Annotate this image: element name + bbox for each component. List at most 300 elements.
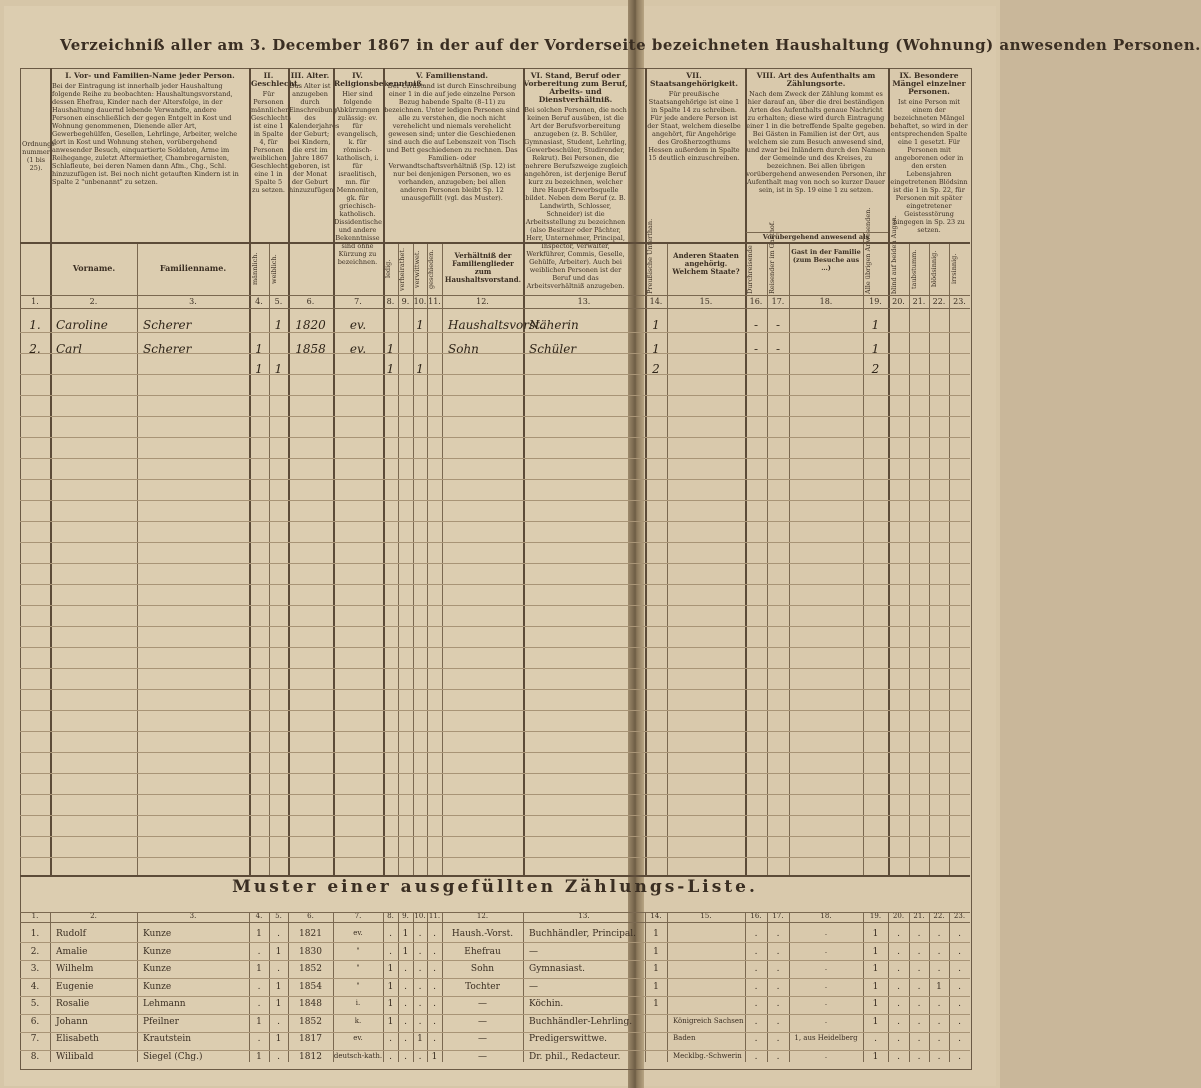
muster-column-number: 12. — [476, 912, 489, 920]
column-number: 8. — [386, 297, 395, 306]
muster-cell-c17: . — [776, 1034, 780, 1044]
header-section-8-text: Nach dem Zweck der Zählung kommt es hier darauf an, über die drei beständigen Arten des Aufenthalts genaue Nachricht zu erhalten; diese wird durch Eintragung einer 1 in die betreffende Spalte gegeben. Bei Gästen in Familien ist der Ort, aus welchem sie zum Besuch anwesend sind, und zwar bei Inländern durch den Namen der Gemeinde und des Kreises, zu bezeichnen. Bei allen übrigen vorübergehend anwesenden Personen, ihr Aufenthalt mag von noch so kurzer Dauer sein, ist in Sp. 19 eine 1 zu setzen. — [746, 90, 886, 194]
header-section-1 — [52, 72, 248, 240]
muster-cell-c20: . — [897, 999, 900, 1009]
muster-cell-c12: Tochter — [465, 981, 500, 992]
header-section-1-title: I. Vor- und Familien-Name jeder Person. — [65, 71, 235, 80]
muster-cell-c11: 1 — [431, 1051, 438, 1062]
muster-cell-c12: — — [478, 1051, 487, 1062]
total-c19: 2 — [871, 362, 880, 376]
muster-cell-c22: . — [937, 1016, 941, 1027]
entry-w: 1 — [274, 318, 283, 332]
row-rule — [20, 542, 970, 543]
muster-column-number: 7. — [354, 912, 362, 920]
muster-cell-c9: . — [404, 1051, 407, 1062]
column-rule — [383, 68, 385, 875]
header-section-9 — [890, 72, 968, 240]
subheader-verwittwet: verwittwet. — [413, 250, 421, 288]
subheader-preussische: Preußische Unterthan. — [646, 218, 654, 294]
muster-cell-c8: 1 — [387, 981, 394, 992]
row-rule — [20, 500, 970, 501]
header-section-7-text: Für preußische Staatsangehörige ist eine 1 in Spalte 14 zu schreiben. Für jede andere Person ist der Staat, welchem dieselbe angehört, für Angehörige des Großherzogthums Hessen außerdem in Spalte 15 deutlich einzuschreiben. — [647, 90, 741, 162]
column-number: 22. — [932, 297, 946, 306]
muster-cell-rel: ev. — [353, 929, 363, 937]
muster-cell-c20: . — [897, 1016, 900, 1027]
muster-cell-c13: Buchhändler-Lehrling. — [529, 1016, 633, 1027]
muster-cell-c17: . — [776, 1016, 780, 1027]
row-rule — [20, 458, 970, 459]
column-rule — [667, 242, 668, 875]
column-number: 20. — [892, 297, 905, 306]
row-rule — [20, 416, 970, 417]
muster-cell-c23: . — [958, 999, 961, 1009]
muster-cell-c20: . — [897, 929, 900, 939]
entry-rel: ev. — [349, 318, 367, 332]
muster-column-number: 20. — [892, 912, 905, 920]
muster-cell-c23: . — [958, 1034, 961, 1044]
muster-cell-c10: . — [418, 1016, 422, 1027]
subheader-verheirathet: verheirathet. — [398, 247, 406, 291]
column-number: 16. — [749, 297, 763, 306]
row-rule — [20, 332, 970, 333]
entry-ledig: 1 — [386, 342, 395, 356]
muster-cell-jahr: 1852 — [299, 1016, 322, 1027]
total-ledig: 1 — [386, 362, 395, 376]
entry-beruf: Näherin — [529, 318, 579, 332]
muster-cell-jahr: 1854 — [299, 981, 322, 992]
column-number: 23. — [953, 297, 966, 306]
entry-rel: ev. — [349, 342, 367, 356]
muster-cell-c22: . — [937, 1034, 941, 1044]
muster-cell-c20: . — [897, 1034, 900, 1044]
column-rule — [269, 242, 270, 875]
muster-cell-c9: 1 — [402, 946, 409, 957]
column-rule — [645, 68, 647, 875]
header-section-1-text: Bei der Eintragung ist innerhalb jeder Haushaltung folgende Reihe zu beobachten: Haushaltungsvorstand, dessen Ehefrau, Kinder nach der Altersfolge, in der Haushaltung dauernd lebende Verwandte, andere Personen einschließlich der gegen Entgelt in Kost und Wohnung genommenen, Dienende aller Art, Gewerbegehülfen, Gesellen, Lehrlinge, Arbeiter, welche dort in Kost und Wohnung stehen, vorübergehend anwesender Besuch, einquartierte Soldaten, Arme im Reihegange, zuletzt Aftermiether, Chambregarnisten, Schlafleute, bei deren Namen dann Afm., Chg., Schl. hinzuzufügen ist. Bei noch nicht getauften Kindern ist in Spalte 2 "unbenannt" zu setzen. — [52, 82, 239, 186]
muster-cell-vorname: Rosalie — [56, 999, 90, 1009]
muster-cell-nr: 2. — [30, 946, 40, 957]
entry-nr: 2. — [29, 342, 41, 356]
column-number: 3. — [189, 297, 197, 306]
muster-cell-vorname: Elisabeth — [56, 1034, 99, 1044]
muster-cell-m: . — [257, 999, 261, 1009]
muster-cell-c16: . — [754, 999, 758, 1009]
muster-cell-c9: . — [404, 981, 407, 992]
muster-cell-c18: 1, aus Heidelberg — [794, 1034, 858, 1042]
row-rule — [20, 836, 970, 837]
muster-row-rule — [20, 942, 970, 943]
header-section-2-title: II. Geschlecht. — [251, 71, 301, 88]
muster-cell-familienname: Kunze — [143, 964, 172, 974]
row-rule — [20, 668, 970, 669]
muster-cell-c21: . — [917, 1016, 921, 1027]
muster-cell-rel: " — [356, 964, 360, 972]
muster-cell-c16: . — [754, 1034, 758, 1044]
muster-cell-c10: . — [418, 981, 422, 992]
muster-cell-jahr: 1848 — [299, 999, 322, 1009]
muster-cell-c22: . — [937, 929, 941, 939]
muster-header-rule — [20, 912, 970, 913]
muster-cell-m: 1 — [256, 929, 262, 939]
muster-cell-vorname: Rudolf — [56, 929, 86, 939]
column-number: 19. — [869, 297, 882, 306]
page-title: Verzeichniß aller am 3. December 1867 in der auf der Vorderseite bezeichneten Haushaltung (Wohnung) anwesenden Personen. — [60, 36, 1201, 54]
entry-verw: 1 — [416, 318, 424, 332]
muster-cell-c17: . — [776, 964, 780, 974]
row-rule — [20, 437, 970, 438]
muster-cell-vorname: Wilhelm — [56, 964, 94, 974]
muster-cell-c11: . — [433, 999, 436, 1009]
muster-column-number: 8. — [387, 912, 394, 920]
muster-cell-m: . — [257, 1034, 261, 1044]
muster-cell-c14: 1 — [653, 981, 659, 992]
muster-row-rule — [20, 996, 970, 997]
column-number: 4. — [255, 297, 263, 306]
muster-cell-c11: . — [433, 1016, 436, 1027]
muster-cell-c8: 1 — [387, 964, 394, 974]
muster-cell-vorname: Eugenie — [56, 981, 94, 992]
muster-cell-nr: 1. — [30, 929, 40, 939]
row-rule — [20, 395, 970, 396]
header-section-3 — [289, 71, 340, 292]
row-rule — [20, 479, 970, 480]
muster-cell-c9: 1 — [402, 929, 409, 939]
subheader-verhaeltnis: Verhältniß der Familienglieder zum Haushaltsvorstand. — [444, 251, 522, 284]
muster-cell-c22: . — [937, 964, 941, 974]
muster-cell-familienname: Lehmann — [143, 999, 186, 1009]
muster-cell-c11: . — [433, 981, 436, 992]
muster-cell-c8: . — [389, 929, 392, 939]
column-number: 17. — [771, 297, 785, 306]
muster-cell-c22: 1 — [936, 981, 942, 992]
muster-column-number: 16. — [750, 912, 762, 920]
muster-cell-c16: . — [754, 981, 758, 992]
column-rule — [929, 242, 930, 875]
muster-cell-m: . — [257, 981, 261, 992]
row-rule — [20, 794, 970, 795]
muster-cell-c16: . — [754, 929, 758, 939]
muster-cell-m: . — [257, 946, 261, 957]
muster-cell-c15: Baden — [673, 1034, 696, 1042]
muster-cell-w: . — [277, 1051, 280, 1062]
row-rule — [20, 563, 970, 564]
row-rule — [20, 773, 970, 774]
column-rule — [523, 68, 525, 875]
entry-c19: 1 — [871, 342, 880, 356]
muster-column-number: 19. — [869, 912, 882, 920]
entry-c17: - — [775, 342, 781, 356]
muster-cell-c13: Köchin. — [529, 999, 564, 1009]
muster-row-rule — [20, 978, 970, 979]
muster-cell-rel: " — [356, 981, 360, 990]
row-rule — [20, 710, 970, 711]
muster-cell-c9: . — [404, 1016, 407, 1027]
muster-cell-jahr: 1812 — [299, 1051, 322, 1062]
column-number: 10. — [413, 297, 427, 306]
row-rule — [20, 647, 970, 648]
header-section-5-text: Der Civilstand ist durch Einschreibung einer 1 in die auf jede einzelne Person Bezug habende Spalte (8–11) zu bezeichnen. Unter ledigen Personen sind alle zu verstehen, die noch nicht verehelicht und niemals verehelicht gewesen sind; unter die Geschiedenen sind auch die auf Lebenszeit von Tisch und Bett geschiedenen zu rechnen. Das Familien- oder Verwandtschaftsverhältniß (Sp. 12) ist nur bei denjenigen Personen, wo es vorhanden, anzugeben; bei allen anderen Personen bleibt Sp. 12 unausgefüllt (vgl. das Muster). — [384, 82, 520, 202]
muster-cell-m: 1 — [256, 1051, 262, 1062]
subheader-weiblich: weiblich. — [270, 254, 278, 284]
row-rule — [20, 689, 970, 690]
column-number: 14. — [649, 297, 663, 306]
muster-cell-c19: 1 — [872, 946, 879, 957]
column-rule — [288, 68, 290, 875]
muster-cell-familienname: Kunze — [143, 946, 172, 957]
muster-cell-c19: 1 — [872, 1016, 879, 1027]
muster-cell-c12: Ehefrau — [464, 946, 501, 957]
muster-cell-c17: . — [776, 981, 780, 992]
muster-cell-c17: . — [776, 1051, 780, 1062]
muster-cell-jahr: 1817 — [299, 1034, 322, 1044]
muster-cell-c18: . — [824, 929, 828, 937]
subheader-c23: irrsinnig. — [950, 253, 958, 285]
column-rule — [249, 68, 251, 875]
muster-cell-c18: . — [824, 1016, 828, 1025]
column-number: 5. — [274, 297, 283, 306]
muster-cell-c11: . — [433, 1034, 436, 1044]
muster-cell-nr: 6. — [30, 1016, 40, 1027]
subheader-c17: Reisender im Gasthof. — [768, 220, 776, 294]
muster-cell-c13: Dr. phil., Redacteur. — [529, 1051, 621, 1062]
muster-cell-c11: . — [433, 964, 436, 974]
muster-cell-c12: — — [478, 1034, 487, 1044]
column-number: 2. — [89, 297, 98, 306]
column-rule — [398, 242, 399, 875]
muster-cell-c23: . — [958, 1016, 961, 1027]
muster-cell-c17: . — [776, 999, 780, 1009]
muster-cell-c18: . — [824, 1051, 828, 1060]
muster-cell-c22: . — [937, 999, 941, 1009]
muster-cell-w: 1 — [275, 981, 282, 992]
entry-jahr: 1820 — [295, 318, 326, 332]
header-rule — [20, 242, 970, 244]
muster-cell-c20: . — [897, 964, 900, 974]
muster-cell-c9: . — [404, 999, 407, 1009]
column-number: 21. — [912, 297, 926, 306]
muster-cell-c23: . — [958, 1051, 961, 1062]
column-rule — [50, 68, 52, 875]
muster-row-rule — [20, 1032, 970, 1033]
muster-cell-c12: — — [478, 999, 487, 1009]
muster-cell-c8: 1 — [387, 1016, 394, 1027]
entry-beruf: Schüler — [529, 342, 577, 356]
row-rule — [20, 731, 970, 732]
muster-column-number: 23. — [953, 912, 966, 920]
muster-cell-c17: . — [776, 929, 780, 939]
muster-cell-c19: . — [874, 1034, 877, 1044]
header-section-5 — [384, 72, 520, 240]
muster-cell-c14: 1 — [653, 929, 659, 939]
muster-cell-c16: . — [754, 964, 758, 974]
row-rule — [20, 626, 970, 627]
muster-cell-familienname: Kunze — [143, 981, 172, 992]
muster-cell-c21: . — [917, 946, 921, 957]
muster-cell-c23: . — [958, 981, 961, 992]
subheader-vorname: Vorname. — [72, 263, 116, 273]
muster-cell-c8: . — [389, 946, 392, 957]
muster-cell-c10: . — [418, 1051, 422, 1062]
muster-cell-c14: 1 — [653, 964, 659, 974]
entry-familienname: Scherer — [143, 342, 192, 356]
muster-cell-m: 1 — [256, 1016, 262, 1027]
muster-cell-c22: . — [937, 1051, 941, 1062]
entry-vorname: Carl — [56, 342, 82, 356]
header-section-6-text: Bei solchen Personen, die noch keinen Beruf ausüben, ist die Art der Berufsvorbereitung anzugeben (z. B. Schüler, Gymnasiast, Student, Lehrling, Gewerbeschüler, Studirender, Rekrut). Bei Personen, die mehrere Berufszweige zugleich angehören, ist derjenige Beruf kurz zu bezeichnen, welcher ihre Haupt-Erwerbsquelle bildet. Neben dem Beruf (z. B. Landwirth, Schlosser, Schneider) ist die Arbeitsstellung zu bezeichnen (also Besitzer oder Pächter, Herr, Unternehmer, Principal, Inspector, Verwalter, Werkführer, Commis, Geselle, Gehülfe, Arbeiter). Auch bei weiblichen Personen ist der Beruf und das Arbeitsverhältniß anzugeben. — [523, 106, 628, 290]
header-section-7 — [646, 72, 742, 240]
muster-cell-c19: 1 — [872, 999, 879, 1009]
row-rule — [20, 815, 970, 816]
row-rule — [20, 752, 970, 753]
muster-cell-vorname: Amalie — [56, 946, 88, 957]
row-rule — [20, 605, 970, 606]
column-number: 7. — [354, 297, 362, 306]
muster-cell-rel: " — [356, 946, 360, 955]
muster-column-number: 9. — [402, 912, 409, 920]
muster-column-number: 6. — [307, 912, 314, 920]
column-rule — [442, 242, 443, 875]
column-number: 18. — [819, 297, 833, 306]
muster-cell-c13: Gymnasiast. — [529, 964, 585, 974]
muster-cell-c21: . — [917, 999, 921, 1009]
muster-cell-c23: . — [958, 946, 961, 957]
muster-cell-c22: . — [937, 946, 941, 957]
muster-cell-c12: — — [478, 1016, 487, 1027]
muster-cell-c15: Königreich Sachsen — [673, 1016, 744, 1025]
muster-cell-c12: Haush.-Vorst. — [451, 929, 514, 939]
column-rule — [427, 242, 428, 875]
total-verw: 1 — [416, 362, 424, 376]
muster-cell-nr: 4. — [30, 981, 40, 992]
column-rule — [888, 68, 890, 875]
subheader-andere-staaten: Anderen Staaten angehörig. Welchem Staate? — [672, 251, 740, 276]
muster-column-number: 4. — [255, 912, 263, 920]
muster-cell-c19: 1 — [872, 964, 879, 974]
colnum-rule — [20, 308, 970, 309]
row-rule — [20, 521, 970, 522]
muster-cell-c9: . — [404, 1034, 407, 1044]
muster-cell-c19: 1 — [872, 929, 879, 939]
subheader-c16: Durchreisende — [746, 245, 754, 294]
muster-column-number: 17. — [772, 912, 784, 920]
total-m: 1 — [255, 362, 263, 376]
muster-cell-c21: . — [917, 981, 921, 992]
column-number: 11. — [428, 297, 441, 306]
muster-column-number: 15. — [700, 912, 712, 920]
muster-cell-c19: 1 — [872, 1051, 879, 1062]
muster-cell-c10: . — [418, 946, 422, 957]
total-preuss: 2 — [652, 362, 660, 376]
total-w: 1 — [274, 362, 283, 376]
header-section-7-title: VII. Staatsangehörigkeit. — [649, 71, 738, 88]
header-section-2-text: Für Personen männlichen Geschlechts ist eine 1 in Spalte 4, für Personen weiblichen Geschlechts eine 1 in Spalte 5 zu setzen. — [251, 90, 291, 194]
muster-cell-nr: 5. — [30, 999, 40, 1009]
entry-familienname: Scherer — [143, 318, 192, 332]
voruebergehend-rule — [746, 232, 888, 233]
muster-cell-rel: k. — [354, 1016, 362, 1025]
muster-column-number: 3. — [189, 912, 197, 920]
subheader-c20: blind auf beiden Augen. — [890, 215, 898, 294]
muster-cell-c17: . — [776, 946, 780, 957]
muster-cell-c18: . — [824, 981, 828, 990]
subheader-rule — [20, 295, 970, 296]
muster-cell-c10: 1 — [417, 1034, 423, 1044]
header-section-4-text: Hier sind folgende Abkürzungen zulässig: ev. für evangelisch, k. für römisch-katholisch, i. für israelitisch, mn. für Mennoniten, gk. für griechisch-katholisch. Dissidentische und andere Bekenntnisse sind ohne Kürzung zu bezeichnen. — [334, 90, 382, 266]
muster-column-number: 1. — [31, 912, 39, 920]
muster-cell-nr: 7. — [30, 1034, 40, 1044]
muster-cell-vorname: Wilibald — [56, 1051, 94, 1062]
muster-colnum-rule — [20, 922, 970, 923]
muster-cell-w: . — [277, 1016, 280, 1027]
entry-c17: - — [775, 318, 781, 332]
entry-preuss: 1 — [652, 342, 660, 356]
muster-cell-rel: i. — [355, 999, 361, 1007]
muster-cell-c21: . — [917, 1051, 921, 1062]
muster-cell-c18: . — [824, 964, 828, 972]
entry-verhaeltnis: Sohn — [448, 342, 479, 356]
subheader-c19: Alle übrigen Anwesenden. — [864, 207, 872, 294]
subheader-ledig: ledig. — [384, 259, 392, 279]
header-ordnungsnummer: Ordnungs-nummer (1 bis 25). — [22, 140, 57, 172]
column-number: 13. — [577, 297, 591, 306]
header-section-5-title: V. Familienstand. — [415, 71, 489, 80]
column-rule — [949, 242, 950, 875]
column-rule — [137, 242, 138, 875]
muster-cell-c8: . — [389, 1051, 392, 1062]
muster-column-number: 11. — [428, 912, 441, 920]
column-rule — [333, 68, 335, 875]
row-rule — [20, 857, 970, 858]
muster-cell-jahr: 1830 — [299, 946, 322, 957]
muster-cell-c21: . — [917, 1034, 921, 1044]
subheader-c21: taubstumm. — [910, 249, 918, 289]
muster-cell-c14: 1 — [653, 946, 659, 957]
column-number: 15. — [699, 297, 713, 306]
header-section-8-title: VIII. Art des Aufenthalts am Zählungsorte. — [756, 71, 876, 88]
column-rule — [745, 68, 747, 875]
header-section-9-text: Ist eine Person mit einem der bezeichneten Mängel behaftet, so wird in der entsprechenden Spalte eine 1 gesetzt. Für Personen mit angeborenen oder in den ersten Lebensjahren eingetretenen Blödsinn ist die 1 in Sp. 22, für Personen mit später eingetretener Geistesstörung hingegen in Sp. 23 zu setzen. — [890, 98, 968, 234]
muster-cell-c20: . — [897, 1051, 900, 1062]
entry-c16: - — [753, 342, 759, 356]
muster-cell-c13: Buchhändler, Principal. — [529, 929, 637, 939]
header-section-2 — [251, 71, 301, 240]
column-number: 1. — [31, 297, 39, 306]
header-section-6-title: VI. Stand, Beruf oder Vorbereitung zum Beruf, Arbeits- und Dienstverhältniß. — [523, 71, 628, 104]
entry-jahr: 1858 — [295, 342, 326, 356]
subheader-c22: blödsinnig. — [930, 250, 938, 288]
muster-cell-c18: . — [824, 999, 828, 1007]
row-rule — [20, 584, 970, 585]
muster-cell-w: 1 — [275, 1034, 282, 1044]
muster-cell-c16: . — [754, 946, 758, 957]
muster-column-number: 10. — [414, 912, 426, 920]
row-rule — [20, 374, 970, 375]
entry-c16: - — [753, 318, 759, 332]
muster-column-number: 22. — [933, 912, 945, 920]
muster-cell-c16: . — [754, 1016, 758, 1027]
entry-vorname: Caroline — [56, 318, 108, 332]
muster-row-rule — [20, 1014, 970, 1015]
muster-row-rule — [20, 960, 970, 961]
muster-cell-c21: . — [917, 929, 921, 939]
muster-cell-w: 1 — [275, 999, 282, 1009]
entry-nr: 1. — [29, 318, 41, 332]
subheader-familienname: Familienname. — [159, 263, 227, 273]
muster-cell-c13: Predigerswittwe. — [529, 1034, 608, 1044]
column-rule — [789, 242, 790, 875]
muster-column-number: 14. — [650, 912, 662, 920]
muster-cell-familienname: Kunze — [143, 929, 172, 939]
